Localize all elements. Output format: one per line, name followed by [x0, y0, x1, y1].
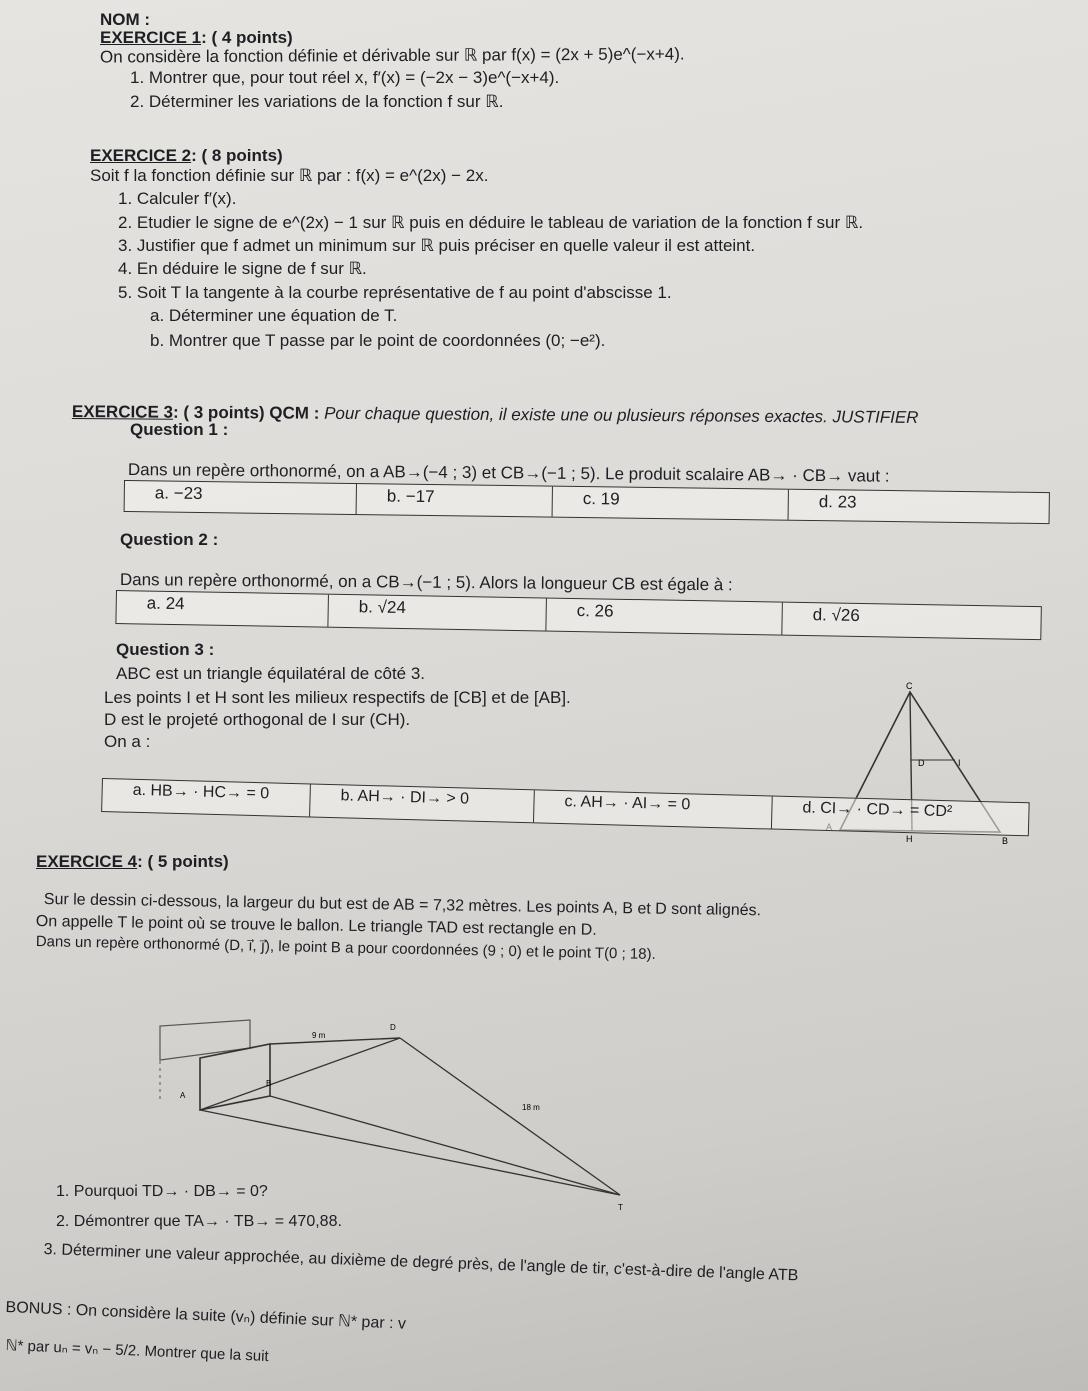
q2-option-b[interactable]: b. √24 — [328, 595, 547, 631]
fig-label-b4: B — [266, 1079, 272, 1088]
ex3-q2-options — [115, 590, 1041, 640]
goal-frame — [200, 1044, 270, 1110]
ex4-line1: Sur le dessin ci-dessous, la largeur du but est de AB = 7,32 mètres. Les points A, B et D sont alignés. — [43, 890, 762, 920]
fig-label-c: C — [906, 681, 913, 691]
ex1-intro: On considère la fonction définie et dérivable sur ℝ par f(x) = (2x + 5)e^(−x+4). — [99, 44, 685, 67]
ex1-title: EXERCICE 1 — [100, 28, 202, 47]
ex1-heading — [100, 28, 293, 48]
ex2-intro: Soit f la fonction définie sur ℝ par : f(x) = e^(2x) − 2x. — [90, 166, 489, 185]
ex2-q5b: b. Montrer que T passe par le point de coordonnées (0; −e²). — [150, 331, 606, 350]
line-d-t — [400, 1038, 620, 1195]
q3-option-a[interactable]: a. HB→ · HC→ = 0 — [102, 779, 311, 816]
ex3-q2-label: Question 2 : — [120, 530, 219, 549]
ex1-q1: 1. Montrer que, pour tout réel x, f′(x) = (−2x − 3)e^(−x+4). — [130, 68, 560, 87]
q2-option-d[interactable]: d. √26 — [812, 605, 860, 625]
ex2-q2: 2. Etudier le signe de e^(2x) − 1 sur ℝ puis en déduire le tableau de variation de la fonction f sur ℝ. — [118, 213, 864, 232]
ex3-q2-text: Dans un repère orthonormé, on a CB→(−1 ; 5). Alors la longueur CB est égale à : — [119, 570, 733, 595]
ex4-goal-figure — [140, 1000, 660, 1212]
ex4-heading — [36, 852, 229, 872]
ex2-q5: 5. Soit T la tangente à la courbe représentative de f au point d'abscisse 1. — [118, 283, 672, 302]
ex4-points: : ( 5 points) — [137, 852, 229, 871]
fig-label-d: D — [918, 758, 925, 768]
fig-label-a4: A — [180, 1091, 186, 1100]
ex2-q5a: a. Déterminer une équation de T. — [150, 306, 398, 325]
fig-label-b: B — [1002, 836, 1009, 846]
q3-option-d[interactable]: d. CI→ · CD→ = CD² — [802, 799, 953, 821]
ex3-title: EXERCICE 3 — [71, 402, 174, 422]
q1-option-b[interactable]: b. −17 — [357, 484, 553, 517]
ex3-q3-line4: On a : — [104, 732, 151, 751]
fig-label-i: I — [958, 758, 961, 768]
fig-label-9m: 9 m — [312, 1031, 326, 1040]
fig-label-t: T — [618, 1203, 623, 1212]
line-a-d — [200, 1038, 400, 1110]
fig-label-h: H — [906, 834, 913, 844]
ex2-q1: 1. Calculer f′(x). — [118, 189, 237, 208]
q3-option-b[interactable]: b. AH→ · DI→ > 0 — [310, 784, 535, 822]
q2-option-c[interactable]: c. 26 — [546, 599, 783, 635]
ex3-q3-line1: ABC est un triangle équilatéral de côté 3. — [116, 664, 426, 683]
bonus-line2: ℕ* par uₙ = vₙ − 5/2. Montrer que la suit — [5, 1336, 269, 1366]
q1-option-d[interactable]: d. 23 — [818, 492, 857, 512]
line-b-d — [270, 1038, 400, 1044]
ex3-instruction: Pour chaque question, il existe une ou plusieurs réponses exactes. JUSTIFIER — [324, 403, 919, 427]
ex3-q1-options — [124, 480, 1050, 524]
ex1-points: : ( 4 points) — [201, 28, 293, 47]
ex2-q3: 3. Justifier que f admet un minimum sur ℝ puis préciser en quelle valeur il est atteint. — [118, 236, 756, 255]
ex2-title: EXERCICE 2 — [90, 146, 192, 165]
bonus-line1: BONUS : On considère la suite (vₙ) définie sur ℕ* par : v — [5, 1298, 407, 1333]
ex4-q2: 2. Démontrer que TA→ · TB→ = 470,88. — [56, 1213, 342, 1230]
ex4-title: EXERCICE 4 — [36, 852, 138, 871]
q3-option-c[interactable]: c. AH→ · AI→ = 0 — [534, 790, 773, 828]
q1-option-c[interactable]: c. 19 — [553, 487, 789, 520]
ex2-q4: 4. En déduire le signe de f sur ℝ. — [118, 259, 367, 278]
name-label: NOM : — [100, 10, 151, 29]
q1-option-a[interactable]: a. −23 — [125, 481, 357, 514]
fig-label-18m: 18 m — [522, 1103, 540, 1112]
ex3-q3-line2: Les points I et H sont les milieux respectifs de [CB] et de [AB]. — [104, 688, 571, 707]
ex2-heading — [90, 146, 283, 166]
ex3-q3-line3: D est le projeté orthogonal de I sur (CH). — [104, 710, 411, 729]
ex3-points: : ( 3 points) QCM : — [172, 402, 320, 423]
ex4-line3: Dans un repère orthonormé (D, i⃗, j⃗), le point B a pour coordonnées (9 ; 0) et le point T(0 ; 18). — [35, 932, 656, 963]
ex4-line2: On appelle T le point où se trouve le ballon. Le triangle TAD est rectangle en D. — [35, 912, 597, 939]
ex3-q1-label: Question 1 : — [130, 420, 229, 439]
ex3-q1-text: Dans un repère orthonormé, on a AB→(−4 ; 3) et CB→(−1 ; 5). Le produit scalaire AB→ · CB→ vaut : — [127, 460, 890, 486]
fig-label-d4: D — [390, 1023, 396, 1032]
goal-net — [160, 1020, 250, 1060]
line-b-t — [270, 1096, 620, 1195]
ex1-q2: 2. Déterminer les variations de la fonction f sur ℝ. — [130, 92, 504, 111]
ex4-q1: 1. Pourquoi TD→ · DB→ = 0? — [56, 1183, 268, 1200]
ex3-q3-label: Question 3 : — [116, 640, 215, 659]
q2-option-a[interactable]: a. 24 — [116, 591, 329, 627]
ex2-points: : ( 8 points) — [191, 146, 283, 165]
ex4-q3: 3. Déterminer une valeur approchée, au dixième de degré près, de l'angle de tir, c'est-à-dire de l'angle ATB — [43, 1240, 799, 1285]
